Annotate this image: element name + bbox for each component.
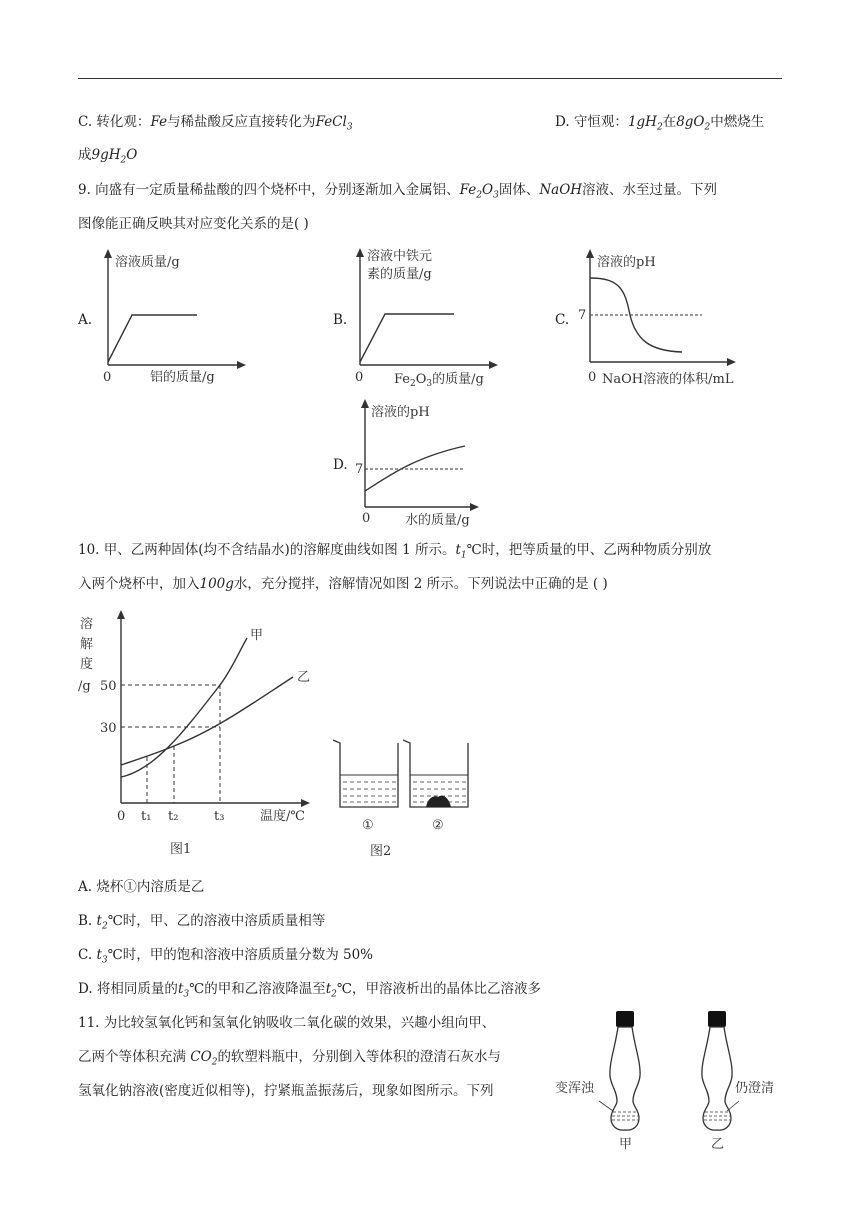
q9-graph-d-xlabel: 水的质量/g — [405, 513, 470, 528]
q9-graph-c-tick-7: 7 — [578, 308, 587, 323]
q10-stem-line1: 10. 甲、乙两种固体(均不含结晶水)的溶解度曲线如图 1 所示。$t_1℃$时，把等质量的甲、乙两种物质分别放 — [78, 542, 712, 561]
q11-stem-line3: 氢氧化钠溶液(密度近似相等)，拧紧瓶盖振荡后，现象如图所示。下列 — [78, 1083, 494, 1099]
fig1-xtick-t2: t₂ — [168, 809, 179, 824]
q10-figure2-beakers — [330, 735, 475, 865]
q10-option-b: B. $t_2℃$时，甲、乙的溶液中溶质质量相等 — [78, 913, 326, 932]
q11-stem-line2: 乙两个等体积充满 $CO_2$的软塑料瓶中，分别倒入等体积的澄清石灰水与 — [78, 1049, 501, 1068]
q9-graph-b-origin: 0 — [355, 370, 364, 385]
q9-graph-d-tick-7: 7 — [355, 462, 364, 477]
q9-graph-b-ylabel1: 溶液中铁元 — [367, 249, 433, 264]
q8-option-d-cont: 成$9gH_2O$ — [78, 147, 138, 166]
fig2-beaker-2-label: ② — [432, 818, 444, 833]
undissolved-solid — [426, 796, 451, 807]
q9-graph-a — [95, 245, 255, 390]
q9-stem-line2: 图像能正确反映其对应变化关系的是( ) — [78, 216, 309, 232]
q8-option-c: C. 转化观：Fe与稀盐酸反应直接转化为FeCl$_3$ — [78, 114, 353, 133]
q8-option-d: D. 守恒观：$1gH_2$在$8gO_2$中燃烧生 — [555, 114, 765, 133]
fig1-series-yi: 乙 — [297, 670, 311, 685]
fig1-ylabel-4: /g — [78, 679, 91, 694]
q9-graph-a-label: A. — [78, 312, 93, 328]
q9-graph-d-origin: 0 — [362, 511, 371, 526]
fig1-ylabel-3: 度 — [80, 657, 94, 672]
q11-right-note: 仍澄清 — [735, 1081, 775, 1096]
q10-stem-line2: 入两个烧杯中，加入100g水，充分搅拌，溶解情况如图 2 所示。下列说法中正确的是 ( ) — [78, 576, 608, 592]
q9-graph-a-ylabel: 溶液质量/g — [115, 255, 180, 270]
fig1-xtick-t3: t₃ — [214, 809, 225, 824]
q9-graph-c — [580, 245, 760, 390]
fig1-caption: 图1 — [170, 842, 192, 857]
q9-graph-b-label: B. — [333, 312, 348, 328]
q9-graph-a-origin: 0 — [103, 370, 112, 385]
fig2-caption: 图2 — [370, 844, 392, 859]
fig1-ylabel-2: 解 — [80, 637, 94, 652]
q9-graph-a-xlabel: 铝的质量/g — [150, 370, 215, 385]
fig1-xtick-t1: t₁ — [141, 809, 152, 824]
q11-right-label: 乙 — [711, 1137, 725, 1152]
q9-graph-c-label: C. — [555, 312, 570, 328]
q9-graph-b-xlabel: $Fe_2O_3$的质量/g — [394, 372, 484, 389]
q11-bottles-figure — [555, 1008, 785, 1153]
fig1-ytick-30: 30 — [100, 721, 117, 736]
header-rule — [78, 78, 782, 79]
fig1-series-jia: 甲 — [250, 628, 264, 643]
q11-left-label: 甲 — [619, 1137, 633, 1152]
q9-stem-line1: 9. 向盛有一定质量稀盐酸的四个烧杯中，分别逐渐加入金属铝、$Fe_2O_3$固体、NaOH溶液、水至过量。下列 — [78, 182, 718, 201]
fig1-origin: 0 — [117, 809, 126, 824]
q10-option-a: A. 烧杯①内溶质是乙 — [78, 879, 205, 895]
q9-graph-b-ylabel2: 素的质量/g — [367, 267, 432, 282]
q9-graph-d-ylabel: 溶液的pH — [371, 405, 430, 420]
q10-option-d: D. 将相同质量的$t_3℃$的甲和乙溶液降温至$t_2℃$，甲溶液析出的晶体比乙溶液多 — [78, 981, 541, 1000]
q9-graph-b — [350, 242, 510, 390]
fig1-xlabel: 温度/℃ — [260, 809, 305, 824]
q11-stem-line1: 11. 为比较氢氧化钙和氢氧化钠吸收二氧化碳的效果，兴趣小组向甲、 — [78, 1015, 496, 1031]
q10-option-c: C. $t_3℃$时，甲的饱和溶液中溶质质量分数为 50% — [78, 947, 374, 966]
fig1-ylabel-1: 溶 — [80, 617, 94, 632]
q9-graph-d-label: D. — [333, 457, 348, 473]
q9-graph-c-ylabel: 溶液的pH — [597, 255, 656, 270]
q10-figure1-solubility — [75, 605, 330, 860]
fig1-ytick-50: 50 — [100, 679, 117, 694]
fig2-beaker-1-label: ① — [362, 818, 374, 833]
q11-left-note: 变浑浊 — [555, 1081, 595, 1096]
q9-graph-c-origin: 0 — [588, 370, 597, 385]
q9-graph-d — [355, 395, 495, 530]
q9-graph-c-xlabel: NaOH溶液的体积/mL — [602, 372, 734, 387]
